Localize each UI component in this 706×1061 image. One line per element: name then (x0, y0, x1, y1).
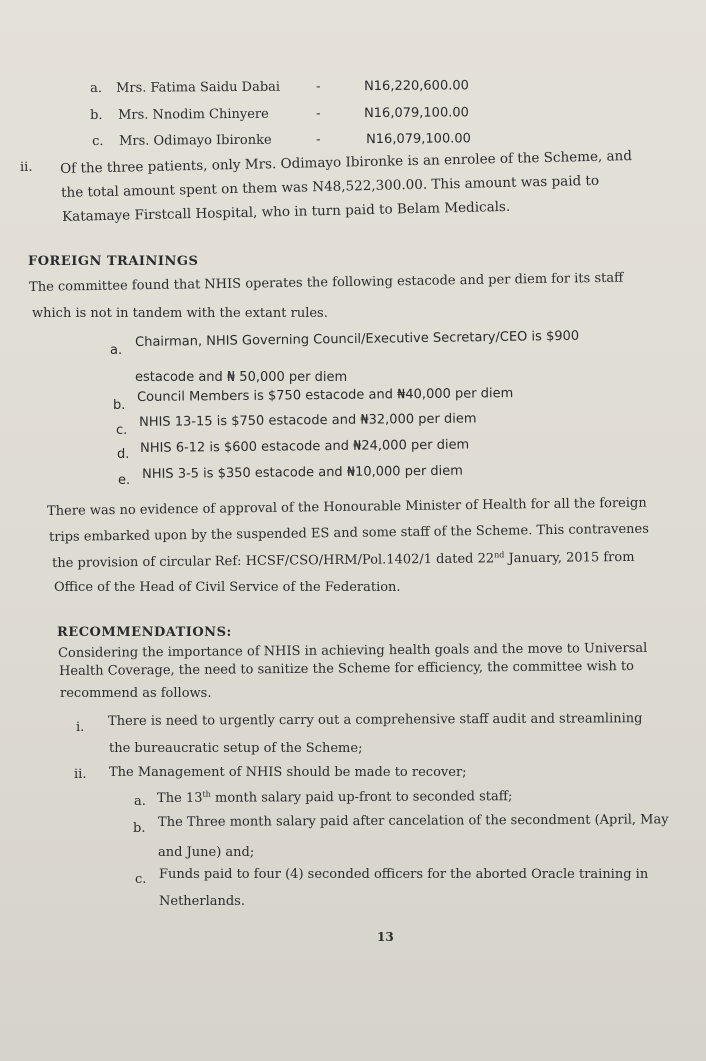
recommendations-heading: RECOMMENDATIONS: (57, 625, 232, 640)
recover-item-b-line-2: and June) and; (158, 845, 255, 860)
patient-item-c (91, 131, 471, 149)
recommendation-ii-marker: ii. (74, 767, 87, 782)
recommendation-i-line-1: There is need to urgently carry out a comprehensive staff audit and streamlining (107, 711, 643, 729)
page-number: 13 (377, 930, 394, 944)
patient-item-b (89, 105, 469, 123)
recommendation-i-marker: i. (76, 720, 85, 735)
evidence-line-2: trips embarked upon by the suspended ES and some staff of the Scheme. This contravenes (48, 521, 649, 545)
foreign-intro-line-2: which is not in tandem with the extant rules. (32, 306, 328, 321)
recover-item-c-line-1: Funds paid to four (4) seconded officers for the aborted Oracle training in (159, 867, 649, 882)
evidence-line-4: Office of the Head of Civil Service of the Federation. (54, 580, 401, 595)
ordinal-suffix: th (202, 789, 211, 799)
foreign-item-a-line-1: Chairman, NHIS Governing Council/Executive Secretary/CEO is $900 (134, 328, 580, 350)
evidence-line-1: There was no evidence of approval of the Honourable Minister of Health for all the foreign (46, 495, 647, 519)
point-ii-line-3: Katamaye Firstcall Hospital, who in turn paid to Belam Medicals. (61, 198, 511, 225)
recommendation-i-line-2: the bureaucratic setup of the Scheme; (109, 741, 363, 756)
ordinal-suffix: nd (494, 550, 505, 560)
recover-item-c-line-2: Netherlands. (159, 894, 245, 909)
evidence-line-3-pre: the provision of circular Ref: HCSF/CSO/HRM/Pol.1402/1 dated 22 (52, 551, 495, 571)
dash: - (315, 79, 321, 95)
list-marker: b. (89, 107, 103, 123)
recover-item-b-line-1: The Three month salary paid after cancelation of the secondment (April, May (157, 812, 669, 830)
recommendations-intro-line-3: recommend as follows. (60, 686, 212, 701)
dash: - (315, 132, 321, 148)
point-ii-marker: ii. (20, 160, 33, 175)
patient-name: Mrs. Fatima Saidu Dabai (115, 79, 281, 96)
list-marker: c. (91, 133, 104, 149)
amount: N16,220,600.00 (363, 78, 469, 95)
recommendations-intro-line-2: Health Coverage, the need to sanitize the Scheme for efficiency, the committee wish to (58, 658, 635, 679)
foreign-item-c-line: NHIS 13-15 is $750 estacode and ₦32,000 per diem (138, 411, 477, 430)
foreign-item-b-line: Council Members is $750 estacode and ₦40,000 per diem (136, 386, 514, 405)
amount: N16,079,100.00 (363, 105, 469, 122)
recover-item-a-marker: a. (134, 794, 146, 809)
foreign-item-c-marker: c. (116, 423, 128, 438)
recover-item-a-line (157, 789, 512, 805)
recover-item-c-marker: c. (135, 872, 147, 887)
patient-name: Mrs. Nnodim Chinyere (117, 106, 269, 123)
foreign-item-b-marker: b. (113, 398, 126, 413)
foreign-item-e-marker: e. (118, 473, 131, 488)
dash: - (315, 106, 321, 122)
list-marker: a. (89, 80, 102, 96)
patient-name: Mrs. Odimayo Ibironke (118, 132, 272, 149)
evidence-line-3 (52, 550, 635, 570)
foreign-item-d-marker: d. (117, 447, 130, 462)
recover-item-a-pre: The 13 (157, 790, 203, 806)
recommendation-ii-line: The Management of NHIS should be made to recover; (109, 765, 467, 780)
foreign-item-d-line: NHIS 6-12 is $600 estacode and ₦24,000 per diem (139, 437, 470, 456)
foreign-item-e-line: NHIS 3-5 is $350 estacode and ₦10,000 per diem (141, 463, 464, 482)
foreign-trainings-heading: FOREIGN TRAININGS (28, 254, 199, 269)
recover-item-a-post: month salary paid up-front to seconded staff; (210, 789, 513, 806)
foreign-item-a-marker: a. (110, 343, 123, 358)
foreign-intro-line-1: The committee found that NHIS operates the following estacode and per diem for its staff (28, 270, 624, 295)
amount: N16,079,100.00 (365, 131, 471, 148)
evidence-line-3-post: January, 2015 from (504, 549, 635, 567)
recover-item-b-marker: b. (133, 821, 146, 836)
point-ii-line-1: Of the three patients, only Mrs. Odimayo Ibironke is an enrolee of the Scheme, and (59, 148, 633, 177)
patient-item-a (89, 78, 469, 96)
foreign-item-a-line-2: estacode and ₦ 50,000 per diem (135, 370, 348, 385)
recommendations-intro-line-1: Considering the importance of NHIS in achieving health goals and the move to Universal (57, 640, 648, 661)
point-ii-line-2: the total amount spent on them was N48,522,300.00. This amount was paid to (60, 172, 600, 201)
